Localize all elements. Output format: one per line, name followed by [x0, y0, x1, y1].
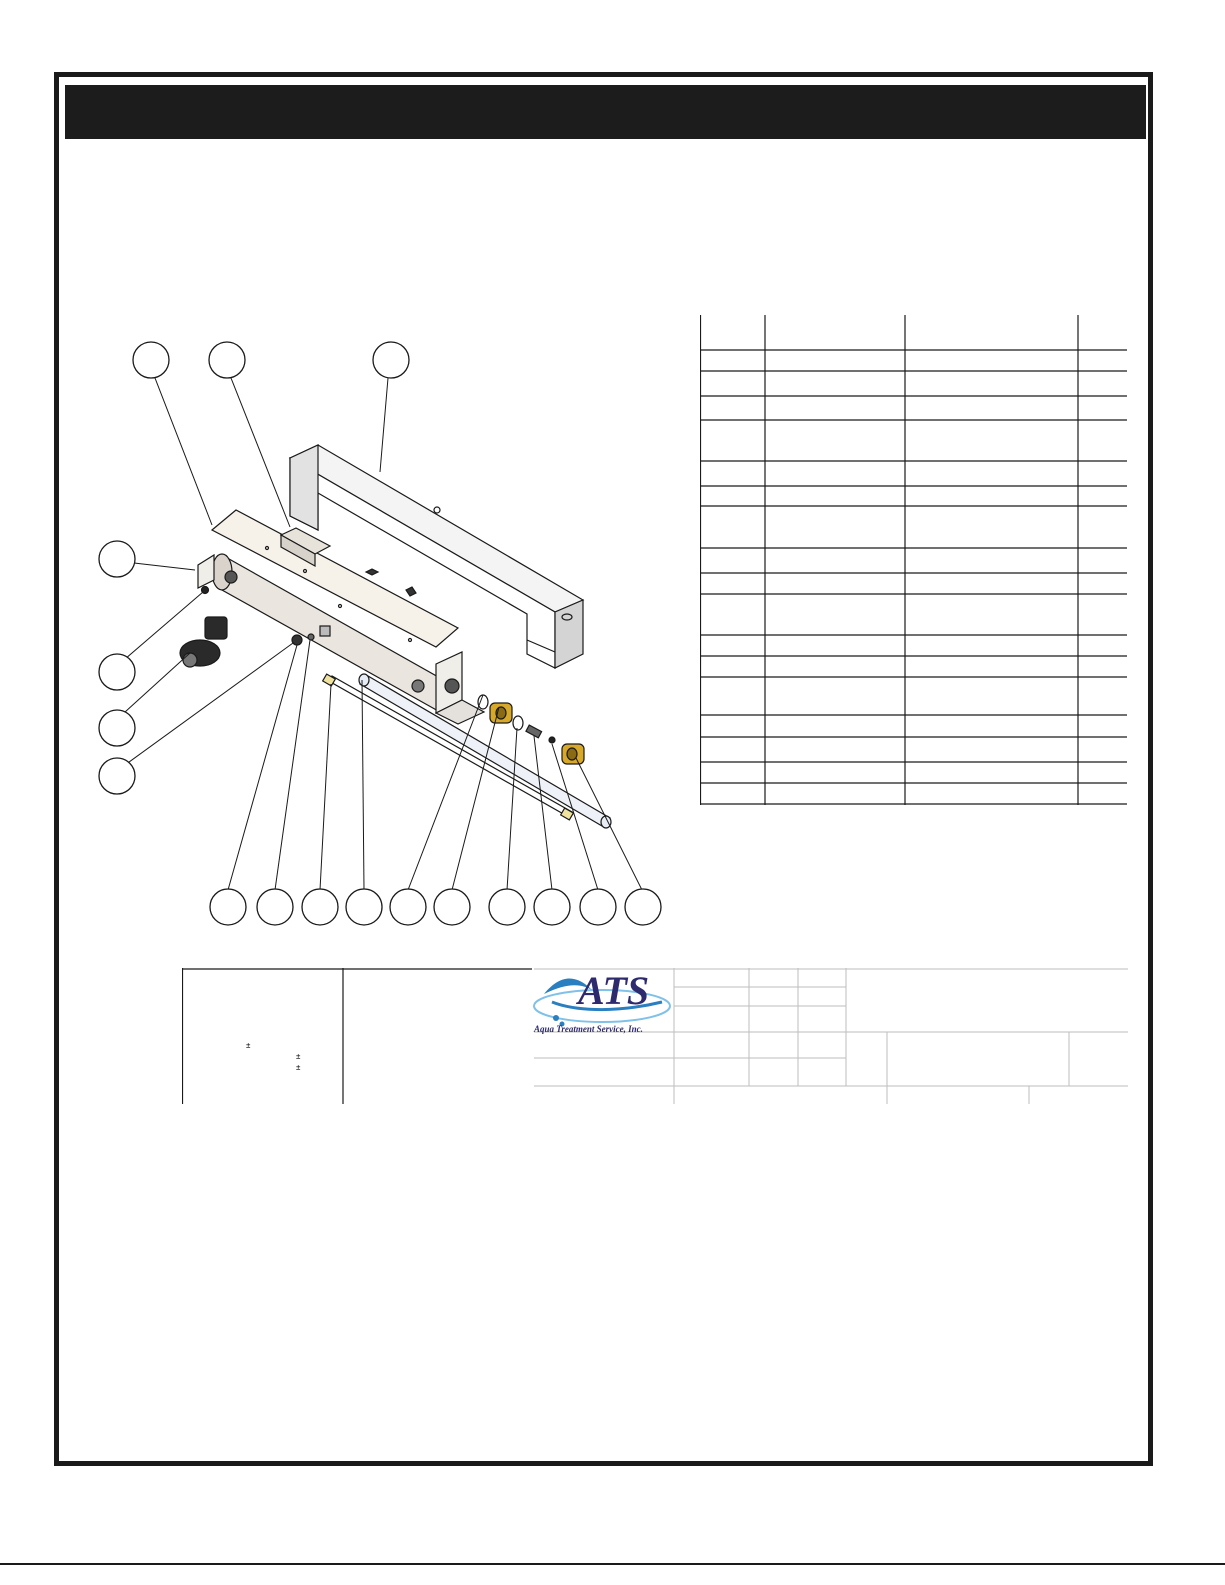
- callout-balloon: [257, 889, 293, 925]
- callout-balloon: [489, 889, 525, 925]
- ats-logo: [532, 962, 677, 1034]
- parts-list-table: [700, 315, 1127, 805]
- end-bracket: [436, 652, 484, 724]
- callout-balloon: [373, 342, 409, 378]
- callout-balloon: [434, 889, 470, 925]
- o-ring: [308, 634, 314, 640]
- callout-balloon: [209, 342, 245, 378]
- bottom-rule: [0, 1563, 1225, 1565]
- end-cap: [562, 744, 584, 764]
- retainer-pin: [549, 737, 555, 743]
- compression-fitting: [320, 626, 330, 636]
- callout-balloon: [390, 889, 426, 925]
- o-ring-small: [478, 695, 488, 709]
- callout-balloon: [99, 654, 135, 690]
- left-bracket: [198, 555, 214, 588]
- callout-balloon: [625, 889, 661, 925]
- callout-balloon: [534, 889, 570, 925]
- fitting-nut: [292, 635, 302, 645]
- callout-balloon: [99, 541, 135, 577]
- callout-balloon: [302, 889, 338, 925]
- tolerance-mark: ±: [296, 1052, 301, 1061]
- sleeve-nut: [490, 703, 512, 723]
- callout-balloon: [210, 889, 246, 925]
- callout-balloon: [133, 342, 169, 378]
- lamp-connector: [526, 725, 542, 738]
- callout-balloon: [580, 889, 616, 925]
- logo-wordmark: ATS: [578, 968, 650, 1013]
- logo-tagline: Aqua Treatment Service, Inc.: [534, 1024, 643, 1034]
- tolerance-mark: ±: [296, 1063, 301, 1072]
- callout-balloon: [99, 758, 135, 794]
- tolerance-mark: ±: [246, 1041, 251, 1050]
- solenoid-valve: [180, 617, 227, 667]
- o-ring-large: [513, 716, 523, 730]
- callout-balloon: [346, 889, 382, 925]
- callout-balloon: [99, 710, 135, 746]
